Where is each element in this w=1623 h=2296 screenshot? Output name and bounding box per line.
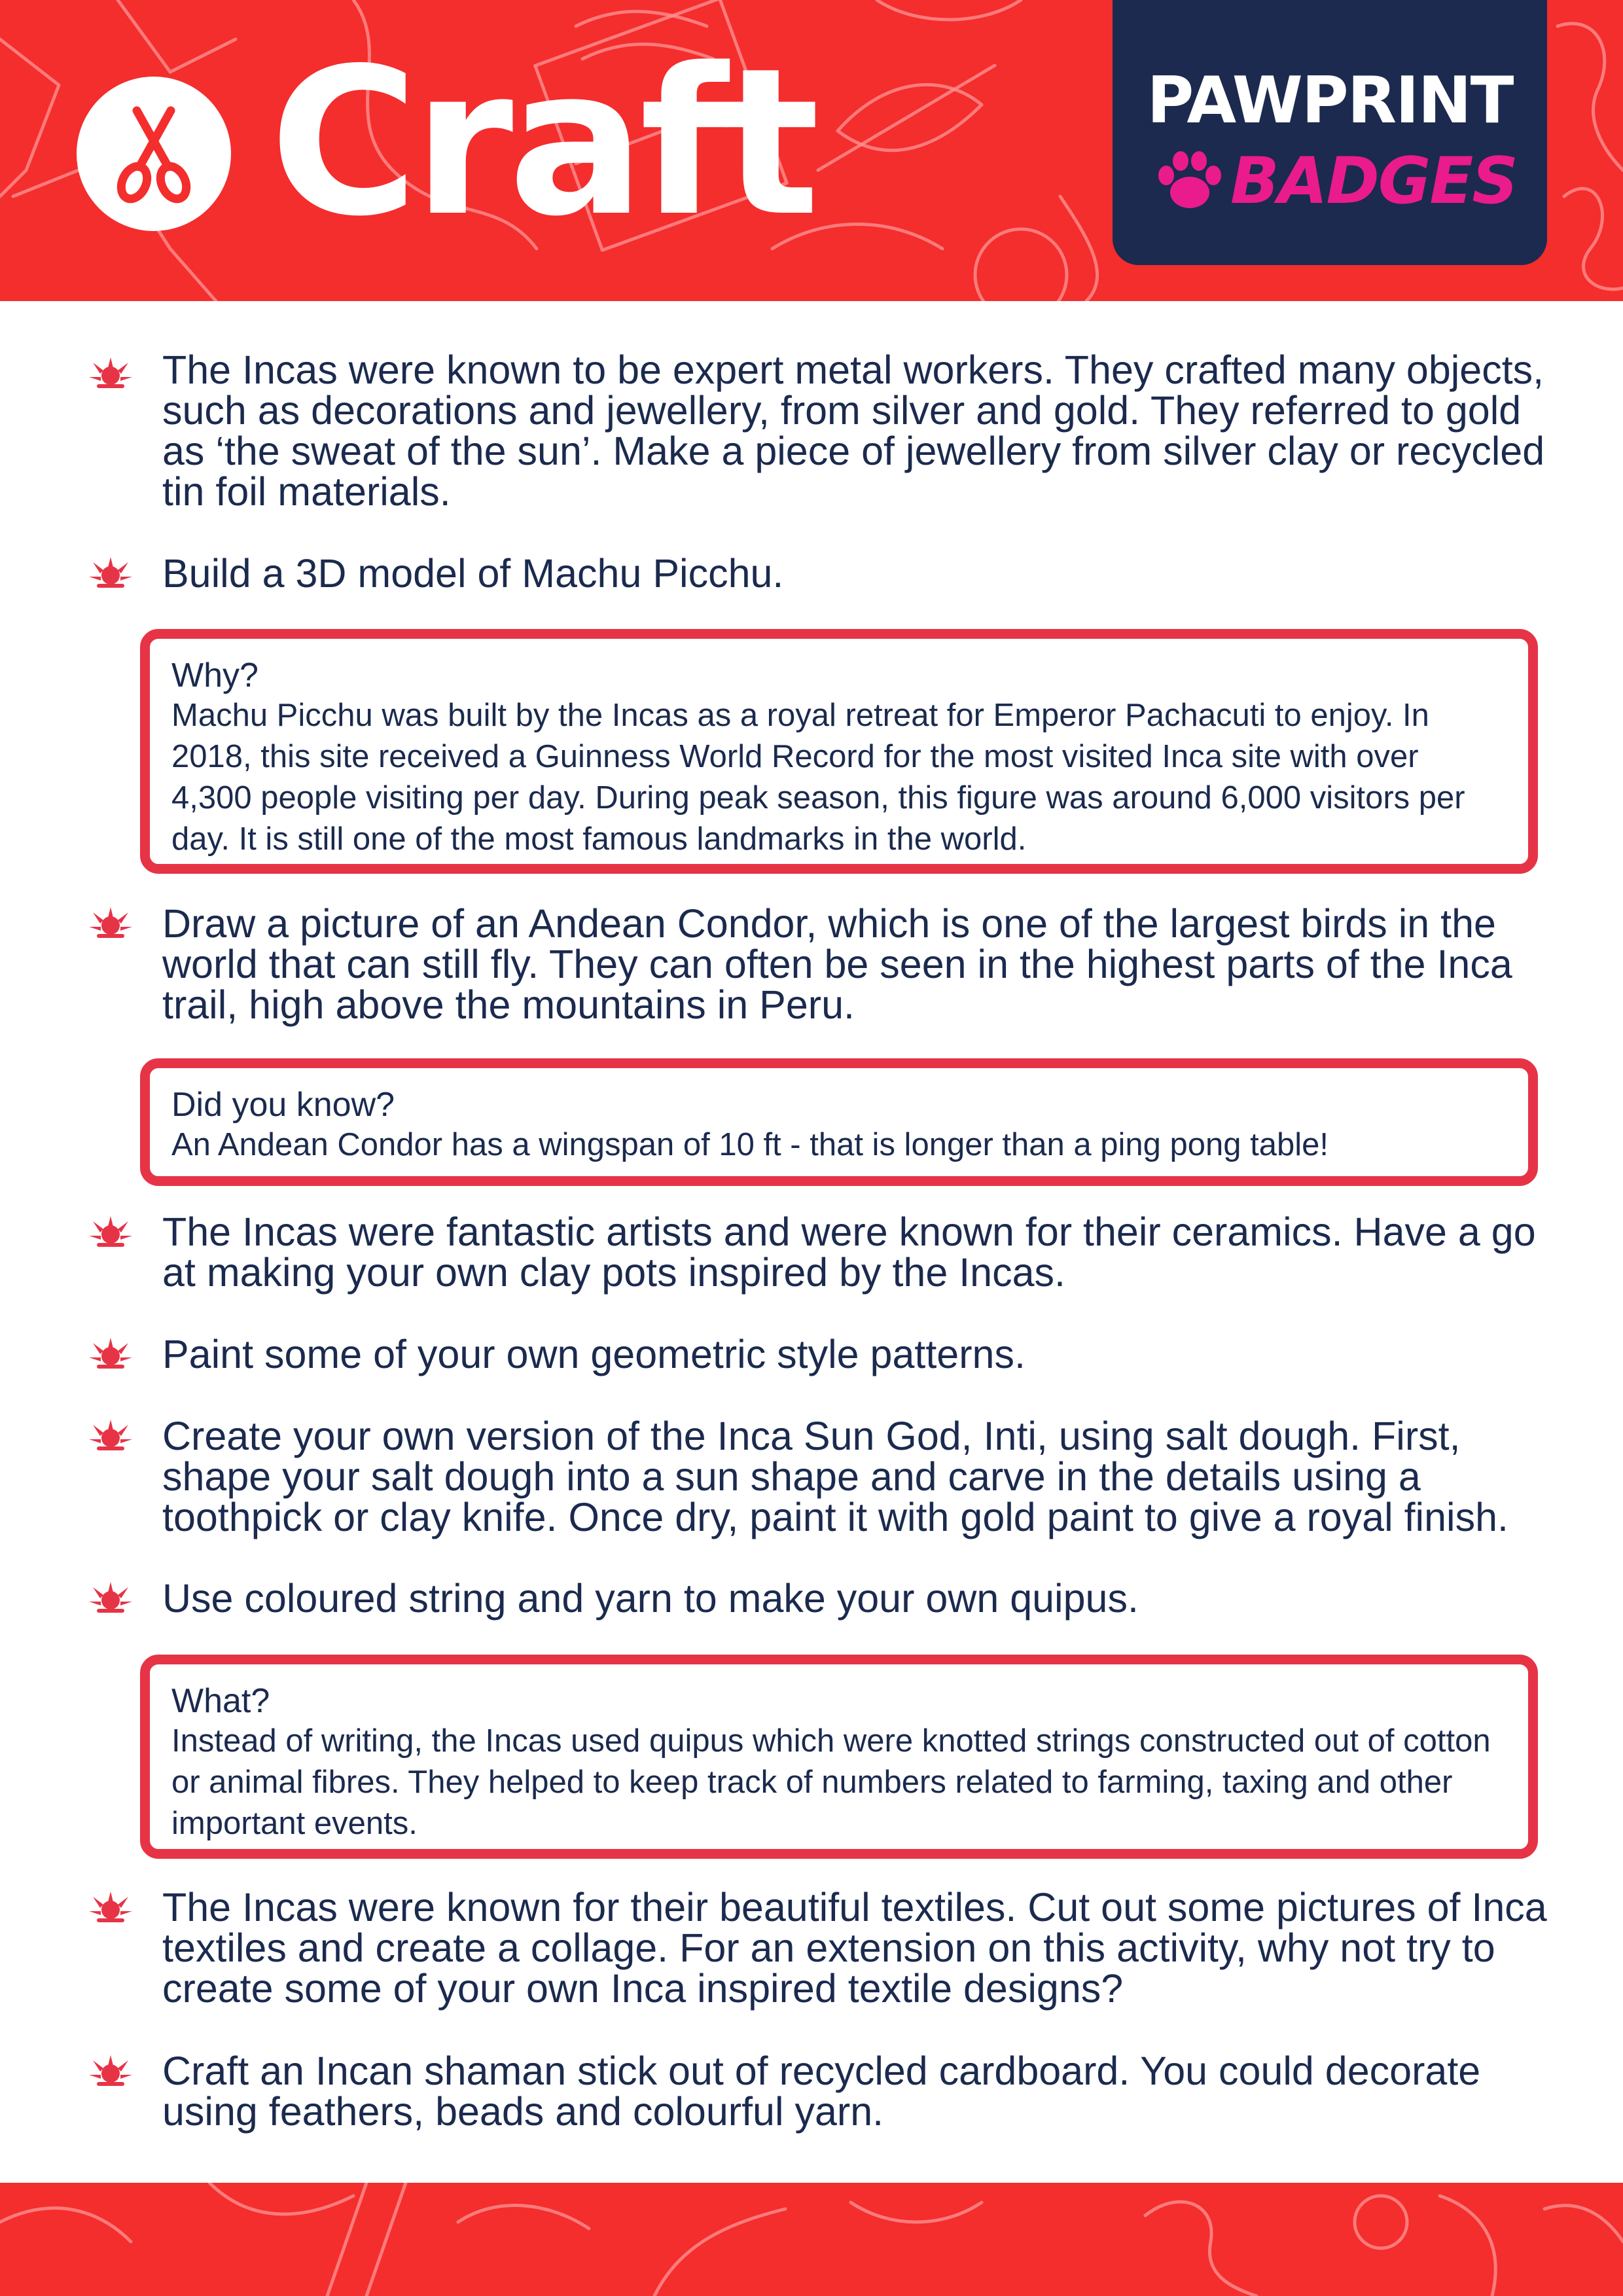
logo-text-badges: BADGES	[1230, 144, 1517, 219]
logo-badges-row	[1152, 145, 1517, 217]
inca-sun-bullet-icon	[88, 553, 134, 590]
activity-item: The Incas were fantastic artists and were known for their ceramics. Have a go at making your own clay pots inspired by the Incas.	[162, 1210, 1536, 1295]
logo-text-pawprint: PAWPRINT	[1147, 63, 1513, 138]
info-box-heading: What?	[171, 1682, 270, 1720]
info-box-heading: Did you know?	[171, 1086, 395, 1124]
activity-item: The Incas were known for their beautiful textiles. Cut out some pictures of Inca textiles and create a collage. For an extension on this activity, why not try to create some of your own Inca inspired textile designs?	[162, 1885, 1547, 2011]
footer-banner	[0, 2183, 1623, 2296]
inca-sun-bullet-icon	[88, 1334, 134, 1371]
inca-sun-bullet-icon	[88, 1416, 134, 1452]
inca-sun-bullet-icon	[88, 353, 134, 390]
activity-item: Draw a picture of an Andean Condor, which is one of the largest birds in the world that can still fly. They can often be seen in the highest parts of the Inca trail, high above the mountains in Peru.	[162, 901, 1512, 1027]
activity-item: Use coloured string and yarn to make your own quipus.	[162, 1576, 1139, 1621]
activity-item: The Incas were known to be expert metal workers. They crafted many objects, such as decorations and jewellery, from silver and gold. They referred to gold as ‘the sweat of the sun’. Make a piece of jewellery from silver clay or recycled tin foil materials.	[162, 348, 1545, 514]
info-box-body: An Andean Condor has a wingspan of 10 ft - that is longer than a ping pong table!	[171, 1127, 1329, 1162]
activity-item: Create your own version of the Inca Sun God, Inti, using salt dough. First, shape your salt dough into a sun shape and carve in the details using a toothpick or clay knife. Once dry, paint it with gold paint to give a royal finish.	[162, 1414, 1508, 1539]
pawprint-badges-logo	[1113, 0, 1547, 265]
inca-sun-bullet-icon	[88, 1578, 134, 1615]
header-banner	[0, 0, 1623, 301]
activity-item: Paint some of your own geometric style patterns.	[162, 1332, 1026, 1376]
info-box-did-you-know	[140, 1058, 1538, 1186]
activity-item: Build a 3D model of Machu Picchu.	[162, 551, 784, 596]
doodle-pattern	[0, 2183, 1623, 2296]
info-box-body: Instead of writing, the Incas used quipus which were knotted strings constructed out of cotton or animal fibres. They helped to keep track of numbers related to farming, taxing and other important events.	[171, 1723, 1491, 1841]
scissors-icon	[77, 77, 231, 231]
info-box-body: Machu Picchu was built by the Incas as a royal retreat for Emperor Pachacuti to enjoy. In 2018, this site received a Guinness World Record for the most visited Inca site with over 4,300 people visiting per day. During peak season, this figure was around 6,000 visitors per day. It is still one of the most famous landmarks in the world.	[171, 698, 1465, 857]
inca-sun-bullet-icon	[88, 2051, 134, 2088]
page-title: Craft	[270, 25, 815, 261]
activity-item: Craft an Incan shaman stick out of recycled cardboard. You could decorate using feathers, beads and colourful yarn.	[162, 2049, 1481, 2134]
info-box-why	[140, 629, 1538, 874]
info-box-heading: Why?	[171, 656, 259, 694]
inca-sun-bullet-icon	[88, 903, 134, 940]
inca-sun-bullet-icon	[88, 1888, 134, 1924]
paw-icon	[1152, 145, 1224, 217]
inca-sun-bullet-icon	[88, 1212, 134, 1249]
info-box-what	[140, 1655, 1538, 1859]
